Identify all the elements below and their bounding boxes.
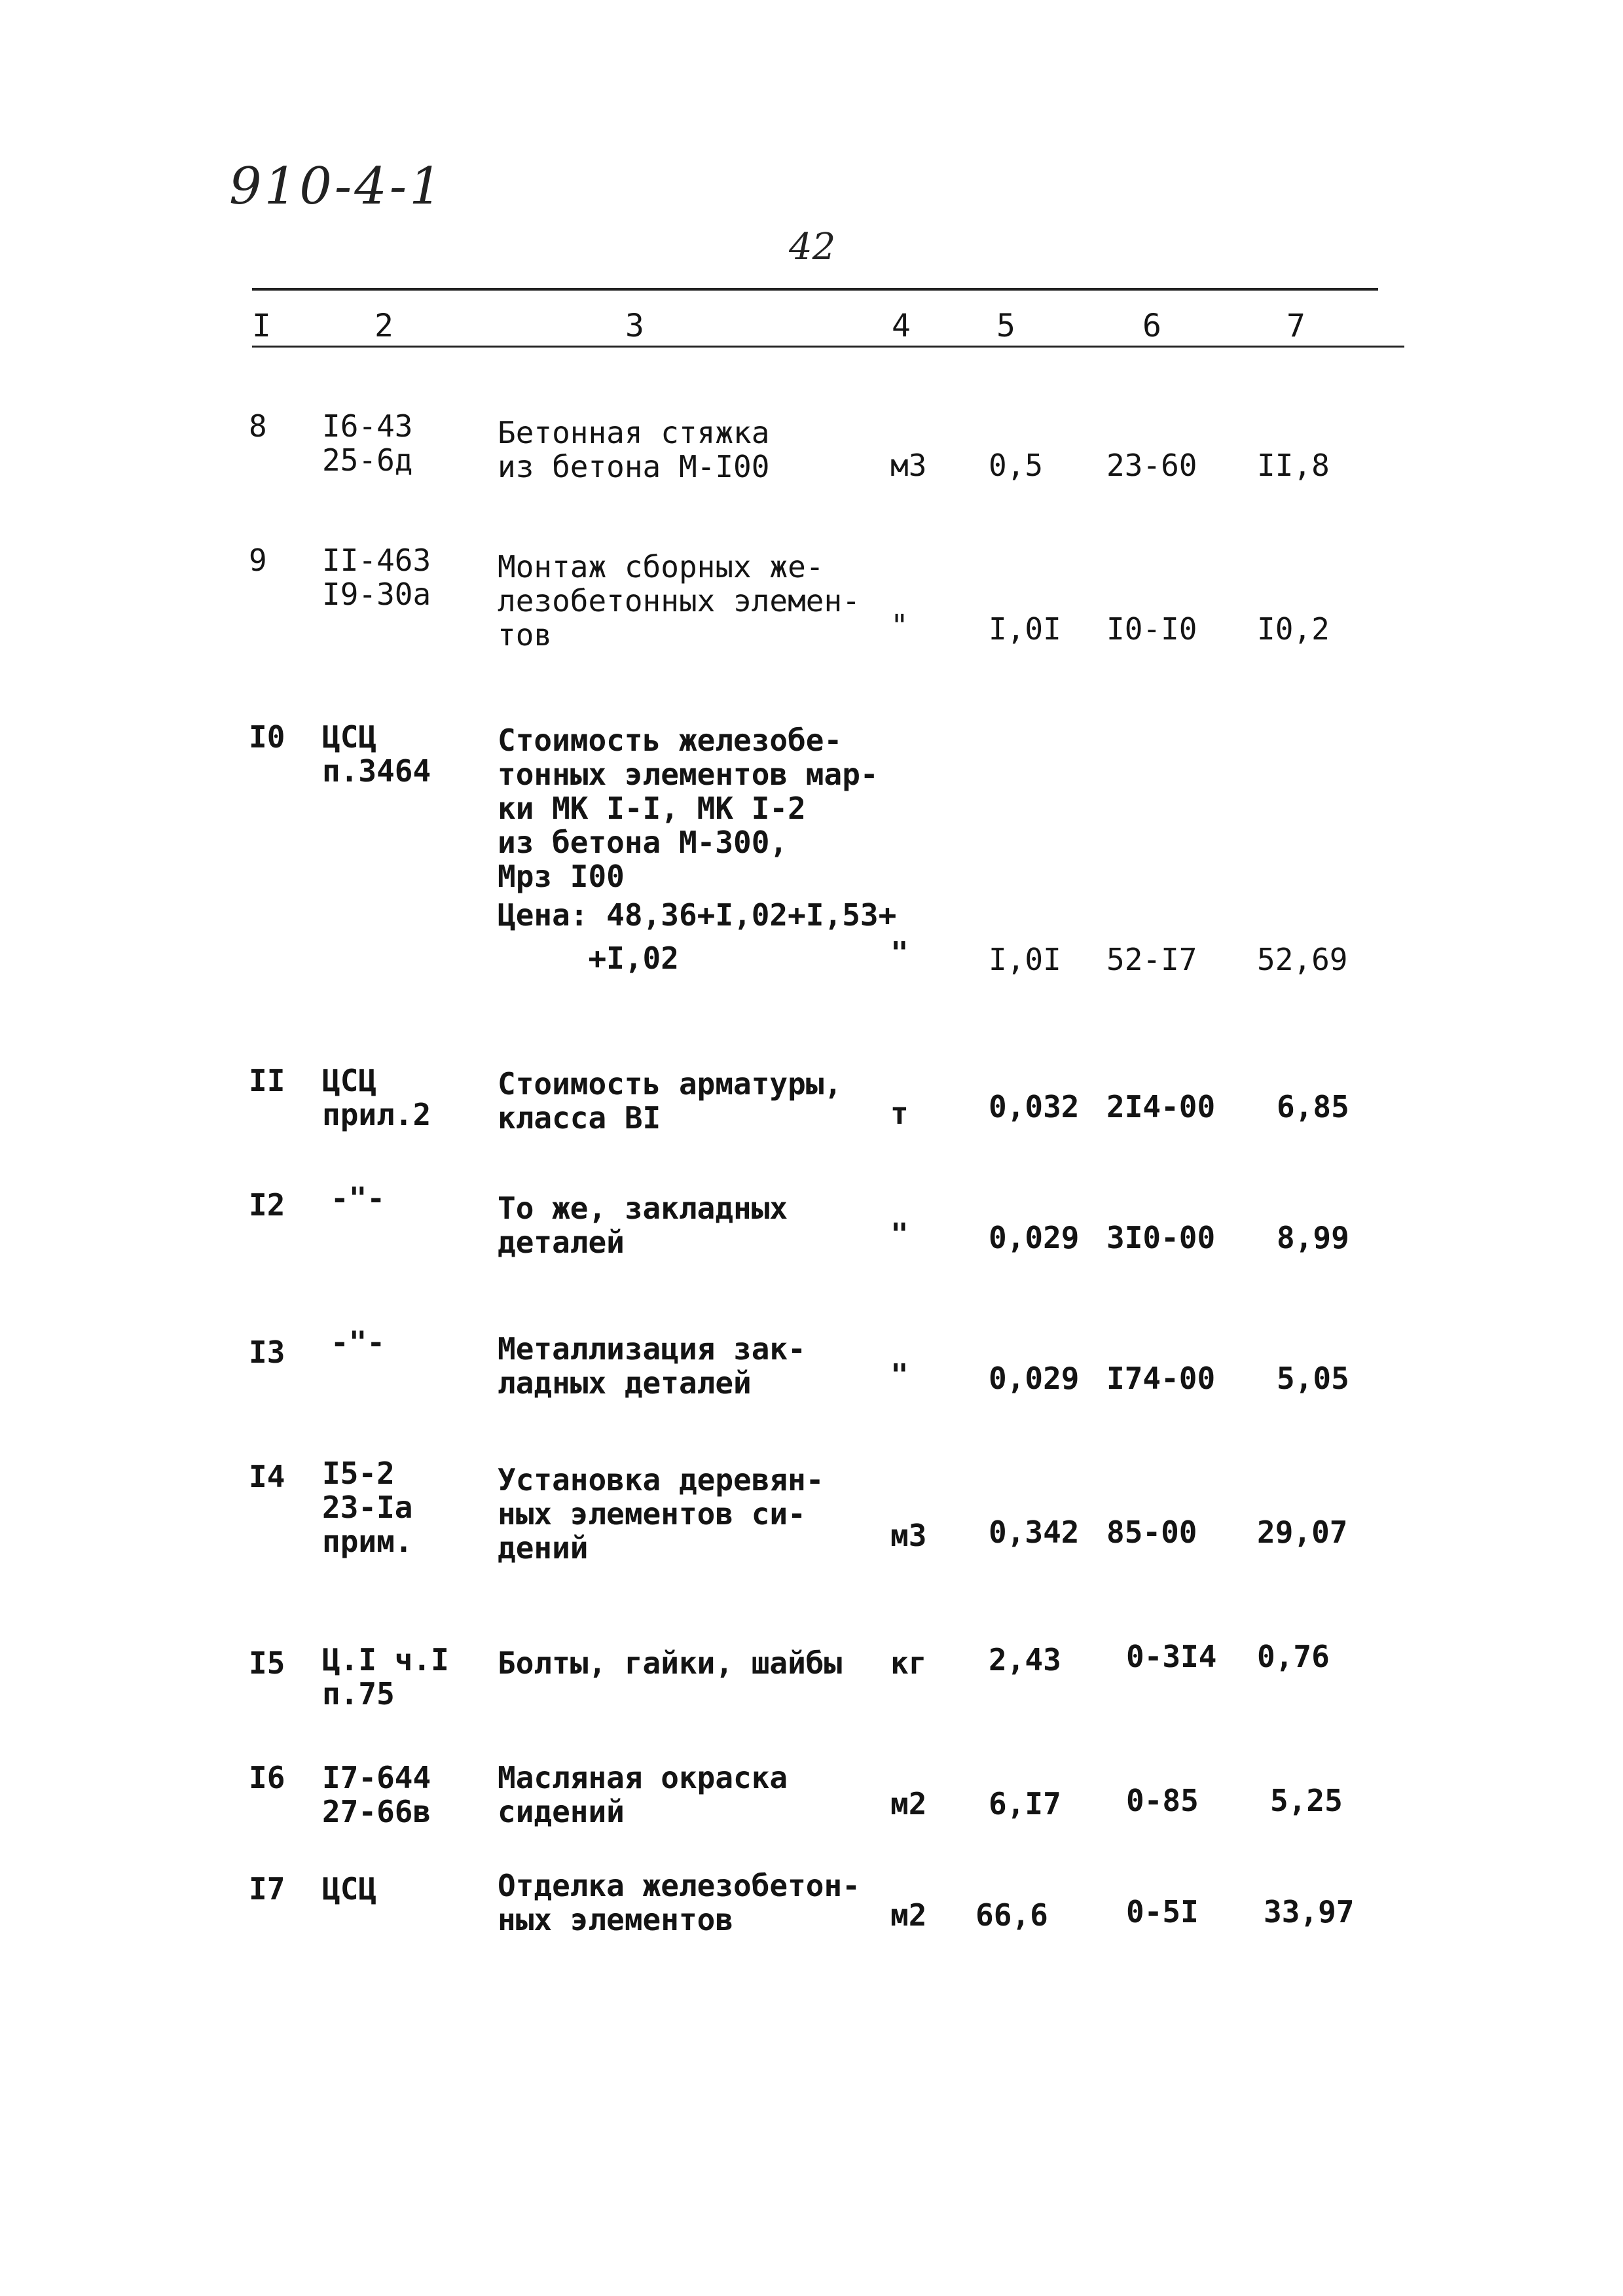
row-reference: ЦСЦ прил.2 — [322, 1063, 431, 1132]
row-description: Монтаж сборных же- лезобетонных элемен- тов — [498, 549, 860, 653]
document-code: 910-4-1 — [229, 157, 445, 216]
row-number: 8 — [249, 408, 267, 444]
row-reference: I7-644 27-66в — [322, 1760, 431, 1829]
row-number: I5 — [249, 1645, 285, 1681]
row-quantity: I,0I — [989, 942, 1061, 977]
row-description: Масляная окраска сидений — [498, 1760, 788, 1829]
column-header-4: 4 — [892, 308, 911, 344]
row-number: 9 — [249, 543, 267, 578]
row-number: I4 — [249, 1459, 285, 1494]
row-quantity: 0,342 — [989, 1515, 1080, 1550]
row-unit: м2 — [890, 1786, 927, 1821]
row-reference: ЦСЦ — [322, 1871, 377, 1907]
row-unit-price: I0-I0 — [1106, 611, 1197, 647]
row-unit: м2 — [890, 1897, 927, 1933]
row-unit: м3 — [890, 448, 927, 483]
row-description: Болты, гайки, шайбы — [498, 1645, 843, 1681]
column-header-1: I — [252, 308, 271, 344]
row-unit-price: 2I4-00 — [1106, 1089, 1216, 1124]
row-total: 0,76 — [1257, 1639, 1330, 1674]
row-total: 52,69 — [1257, 942, 1348, 977]
row-total: 5,05 — [1277, 1361, 1349, 1396]
row-unit-price: 85-00 — [1106, 1515, 1197, 1550]
row-unit: " — [890, 608, 909, 643]
column-header-5: 5 — [996, 308, 1015, 344]
row-unit-price: 52-I7 — [1106, 942, 1197, 977]
row-unit: " — [890, 1217, 909, 1252]
row-quantity: 0,5 — [989, 448, 1044, 483]
row-total: 6,85 — [1277, 1089, 1349, 1124]
row-total: 33,97 — [1264, 1894, 1355, 1929]
column-header-6: 6 — [1142, 308, 1161, 344]
row-unit-price: 23-60 — [1106, 448, 1197, 483]
row-unit-price: I74-00 — [1106, 1361, 1216, 1396]
row-number: I0 — [249, 719, 285, 755]
row-number: I7 — [249, 1871, 285, 1907]
row-reference: -"- — [331, 1181, 386, 1216]
row-number: I3 — [249, 1335, 285, 1370]
column-header-3: 3 — [625, 308, 644, 344]
row-description: То же, закладных деталей — [498, 1191, 788, 1260]
row-total: I0,2 — [1257, 611, 1330, 647]
row-total: II,8 — [1257, 448, 1330, 483]
row-reference: I6-43 25-6д — [322, 408, 413, 478]
row-quantity: I,0I — [989, 611, 1061, 647]
header-bottom-rule — [252, 346, 1404, 348]
row-unit: " — [890, 935, 909, 971]
row-description: Установка деревян- ных элементов си- дений — [498, 1462, 824, 1566]
row-reference: ЦСЦ п.3464 — [322, 719, 431, 789]
row-reference: I5-2 23-Iа прим. — [322, 1456, 413, 1559]
row-quantity: 66,6 — [976, 1897, 1048, 1933]
row-price-formula: Цена: 48,36+I,02+I,53+ +I,02 — [498, 897, 897, 976]
row-total: 5,25 — [1270, 1783, 1343, 1818]
row-unit: т — [890, 1096, 909, 1131]
row-quantity: 2,43 — [989, 1642, 1061, 1677]
row-total: 29,07 — [1257, 1515, 1348, 1550]
header-top-rule — [252, 288, 1378, 291]
row-description: Бетонная стяжка из бетона М-I00 — [498, 415, 770, 484]
row-reference: II-463 I9-30а — [322, 543, 431, 612]
row-unit-price: 3I0-00 — [1106, 1220, 1216, 1255]
row-description: Стоимость арматуры, класса ВI — [498, 1066, 843, 1136]
row-description: Стоимость железобе- тонных элементов мар- ки МК I-I, МК I-2 из бетона М-300, Мрз I00 — [498, 723, 879, 894]
row-description: Металлизация зак- ладных деталей — [498, 1331, 806, 1401]
page-number: 42 — [789, 226, 836, 268]
column-header-7: 7 — [1286, 308, 1305, 344]
row-quantity: 6,I7 — [989, 1786, 1061, 1821]
column-header-2: 2 — [374, 308, 393, 344]
row-quantity: 0,029 — [989, 1361, 1080, 1396]
row-description: Отделка железобетон- ных элементов — [498, 1868, 860, 1937]
row-number: II — [249, 1063, 285, 1098]
row-quantity: 0,032 — [989, 1089, 1080, 1124]
row-reference: Ц.I ч.I п.75 — [322, 1642, 449, 1712]
row-unit: " — [890, 1357, 909, 1393]
row-number: I2 — [249, 1187, 285, 1223]
row-unit-price: 0-85 — [1126, 1783, 1199, 1818]
row-total: 8,99 — [1277, 1220, 1349, 1255]
row-quantity: 0,029 — [989, 1220, 1080, 1255]
row-unit-price: 0-5I — [1126, 1894, 1199, 1929]
row-unit-price: 0-3I4 — [1126, 1639, 1217, 1674]
row-unit: кг — [890, 1645, 927, 1681]
row-unit: м3 — [890, 1518, 927, 1553]
row-number: I6 — [249, 1760, 285, 1795]
row-reference: -"- — [331, 1325, 386, 1360]
